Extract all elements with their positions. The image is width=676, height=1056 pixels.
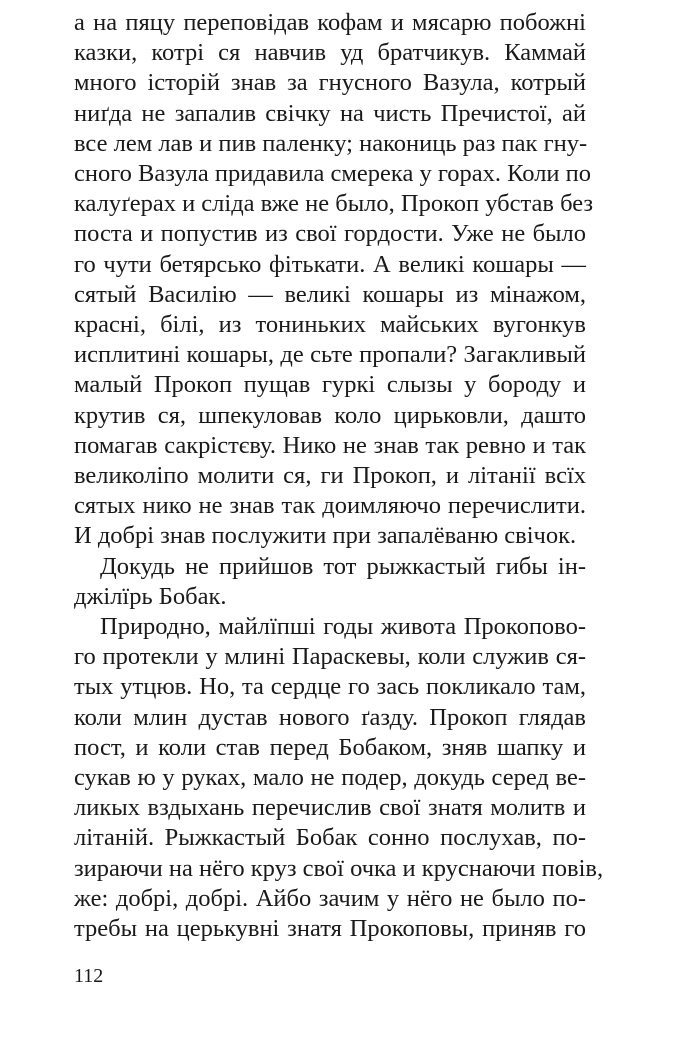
- text-line: коли млин дустав нового ґазду. Прокоп глядав: [74, 703, 586, 731]
- text-line: пост, и коли став перед Бобаком, зняв шапку и: [74, 733, 586, 761]
- text-line: казки, котрі ся навчив уд братчикув. Каммай: [74, 39, 586, 67]
- text-line: исплитині кошары, де сьте пропали? Загакливый: [74, 341, 586, 369]
- text-line: же: добрі, добрі. Айбо зачим у нёго не было по-: [74, 884, 586, 912]
- text-line: го протекли у млині Параскевы, коли служив ся-: [74, 643, 586, 671]
- paragraph: [74, 8, 594, 552]
- text-line: сятый Василію — великі кошары из мінажом,: [74, 280, 586, 308]
- text-line: требы на церькувні знатя Прокоповы, приняв го: [74, 915, 586, 943]
- text-line: зираючи на нёго круз свої очка и круснаючи повів,: [74, 854, 604, 882]
- text-line: го чути бетярсько фітькати. А великі кошары —: [74, 250, 586, 278]
- text-line: а на пяцу переповідав кофам и мясарю побожні: [74, 9, 586, 36]
- text-line: ликых вздыхань перечислив свої знатя молитв и: [74, 794, 586, 822]
- text-line: Докудь не прийшов тот рыжкастый гибы ін-: [100, 552, 586, 580]
- paragraph: [74, 552, 586, 612]
- text-line: И добрі знав послужити при запалёваню свічок.: [74, 522, 577, 550]
- text-line: джілїрь Бобак.: [74, 582, 227, 610]
- text-line: тых утцюв. Но, та сердце го зась покликало там,: [74, 673, 586, 701]
- text-line: поста и попустив из свої гордости. Уже не было: [74, 220, 586, 248]
- text-line: ниґда не запалив свічку на чисть Пречистої, ай: [74, 99, 586, 127]
- text-line: Природно, майлїпші годы живота Прокопово-: [100, 613, 586, 641]
- body-text: [74, 8, 604, 944]
- text-line: красні, білі, из тониньких майських вугонкув: [74, 311, 586, 339]
- text-line: сукав ю у руках, мало не подер, докудь серед ве-: [74, 764, 586, 792]
- text-line: калуґерах и сліда вже не было, Прокоп убстав без: [74, 190, 594, 218]
- page-number: 112: [74, 965, 104, 987]
- text-line: великоліпо молити ся, ги Прокоп, и літанії всїх: [74, 462, 586, 490]
- text-line: помагав сакрістєву. Нико не знав так ревно и так: [74, 431, 586, 459]
- paragraph: [74, 612, 604, 944]
- text-line: сного Вазула придавила смерека у горах. Коли по: [74, 160, 592, 188]
- text-line: крутив ся, шпекуловав коло цирьковли, дашто: [74, 401, 586, 429]
- text-line: все лем лав и пив паленку; накониць раз пак гну-: [74, 129, 588, 157]
- text-line: много історій знав за гнусного Вазула, котрый: [74, 69, 586, 97]
- text-line: сятых нико не знав так доимляючо перечислити.: [74, 492, 586, 520]
- text-line: малый Прокоп пущав гуркі слызы у бороду и: [74, 371, 586, 399]
- text-line: літаній. Рыжкастый Бобак сонно послухав, по-: [74, 824, 586, 852]
